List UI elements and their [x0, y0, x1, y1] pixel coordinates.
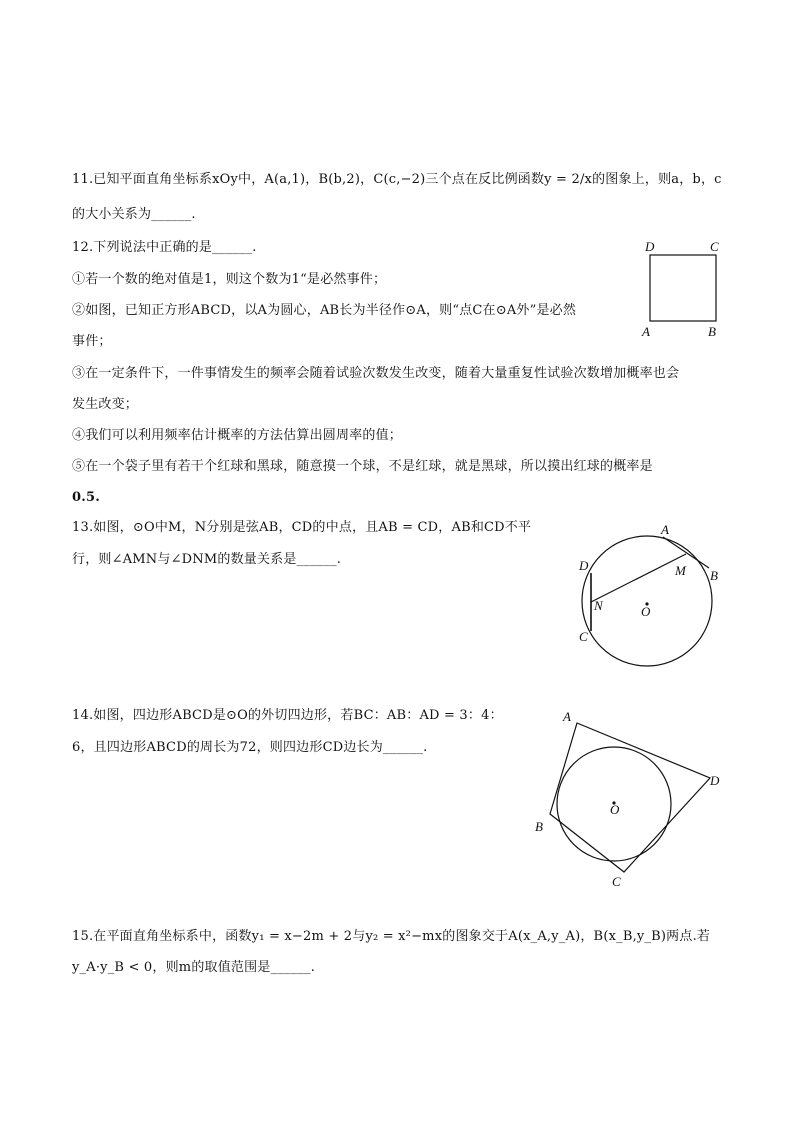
label-D: D — [579, 558, 589, 573]
label-C: C — [579, 629, 588, 644]
q15-line2: y_A·y_B < 0，则m的取值范围是______. — [72, 960, 316, 975]
q13-line2: 行，则∠AMN与∠DNM的数量关系是______. — [72, 552, 342, 567]
q12-option-2-line1: ②如图，已知正方形ABCD，以A为圆心，AB长为半径作⊙A，则“点C在⊙A外”是必然 — [72, 303, 577, 318]
q13-line1: 13.如图，⊙O中M，N分别是弦AB，CD的中点，且AB = CD，AB和CD不平 — [72, 520, 532, 535]
q14-line2: 6，且四边形ABCD的周长为72，则四边形CD边长为______. — [72, 740, 428, 755]
label-D: D — [645, 239, 655, 254]
q15-line1: 15.在平面直角坐标系中，函数y₁ = x−2m + 2与y₂ = x²−mx的图象交于A(x_A,y_A)，B(x_B,y_B)两点.若 — [72, 929, 711, 944]
label-N: N — [594, 598, 603, 613]
label-M: M — [675, 563, 686, 578]
q13-circle-figure — [570, 518, 730, 678]
label-D: D — [710, 773, 720, 788]
q12-option-5-line2: 0.5. — [72, 490, 100, 505]
q12-stem: 12.下列说法中正确的是______. — [72, 240, 257, 255]
q14-line1: 14.如图，四边形ABCD是⊙O的外切四边形，若BC：AB：AD = 3：4： — [72, 708, 503, 723]
q12-option-3-line2: 发生改变； — [72, 397, 139, 412]
q11-line1: 11.已知平面直角坐标系xOy中，A(a,1)，B(b,2)，C(c,−2)三个点在反比例函数y = 2/x的图象上，则a，b，c — [72, 172, 722, 187]
label-B: B — [710, 568, 718, 583]
q12-option-2-line2: 事件； — [72, 334, 112, 349]
segment-nm — [591, 554, 686, 602]
quadrilateral-abcd — [550, 723, 710, 872]
chord-ab — [663, 537, 709, 568]
q12-square-figure — [640, 238, 730, 338]
square-abcd — [650, 255, 716, 321]
q12-option-1: ①若一个数的绝对值是1，则这个数为1“是必然事件； — [72, 272, 387, 287]
label-C: C — [710, 239, 719, 254]
q12-option-4: ④我们可以利用频率估计概率的方法估算出圆周率的值； — [72, 428, 403, 443]
label-O: O — [641, 604, 651, 619]
label-B: B — [708, 324, 716, 339]
q12-option-3-line1: ③在一定条件下，一件事情发生的频率会随着试验次数发生改变，随着大量重复性试验次数增加概率也会 — [72, 366, 680, 381]
q11-line2: 的大小关系为______. — [72, 207, 196, 222]
q12-option-5-line1: ⑤在一个袋子里有若干个红球和黑球，随意摸一个球，不是红球，就是黑球，所以摸出红球的概率是 — [72, 459, 653, 474]
q14-quadrilateral-figure — [530, 706, 730, 896]
label-O: O — [610, 802, 620, 817]
label-A: A — [563, 709, 571, 724]
label-A: A — [661, 522, 669, 537]
label-A: A — [642, 324, 650, 339]
label-C: C — [612, 874, 621, 889]
label-B: B — [535, 819, 543, 834]
